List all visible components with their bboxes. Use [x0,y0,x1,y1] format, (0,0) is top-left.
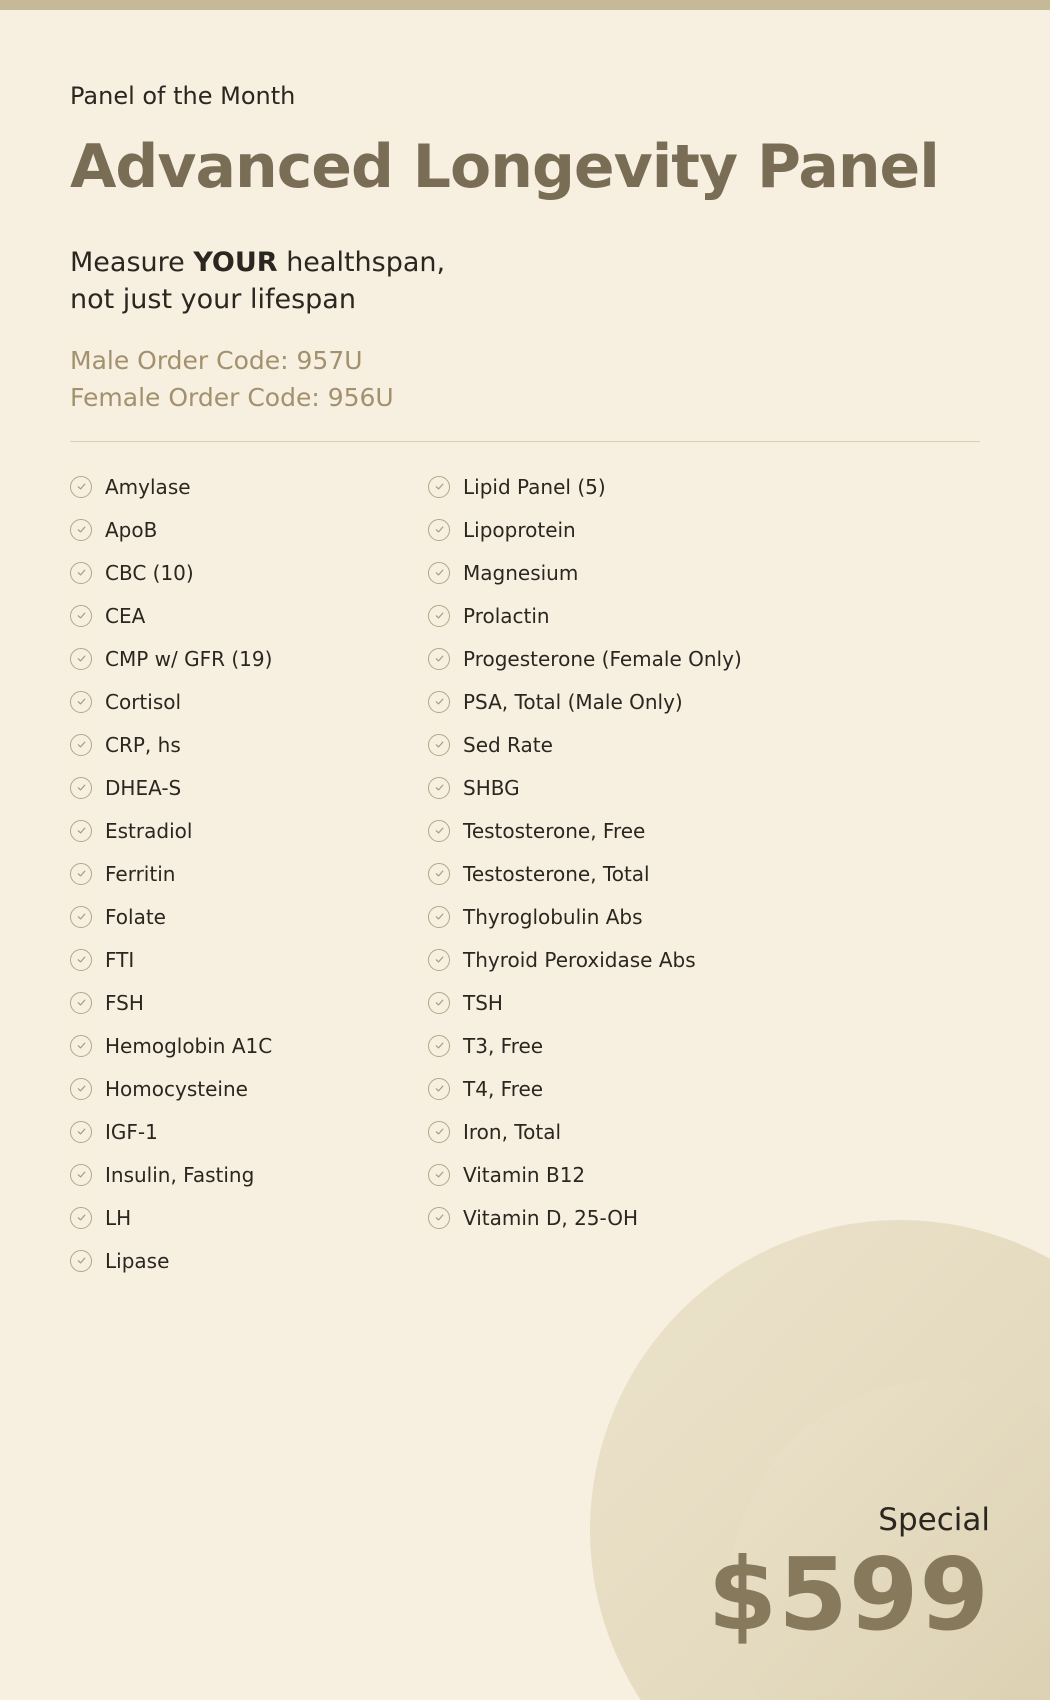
test-item [428,508,788,551]
test-item [428,637,788,680]
test-item-label: Testosterone, Free [463,818,646,843]
test-item [70,1067,430,1110]
check-circle-icon [70,1035,92,1057]
check-circle-icon [70,519,92,541]
check-circle-icon [70,1250,92,1272]
female-order-code: Female Order Code: 956U [70,383,394,412]
tagline-line-2: not just your lifespan [70,284,356,315]
test-item [70,594,430,637]
test-item [70,1196,430,1239]
test-item [428,594,788,637]
test-item [428,981,788,1024]
male-order-code: Male Order Code: 957U [70,346,363,375]
check-circle-icon [428,1078,450,1100]
price-block [707,1500,990,1653]
test-item [70,766,430,809]
panel-eyebrow: Panel of the Month [70,82,296,110]
check-circle-icon [428,1035,450,1057]
check-circle-icon [70,1121,92,1143]
test-item [70,1110,430,1153]
check-circle-icon [428,777,450,799]
section-divider [70,441,980,442]
check-circle-icon [428,1207,450,1229]
test-item [428,938,788,981]
test-item-label: Lipid Panel (5) [463,474,606,499]
test-item-label: ApoB [105,517,158,542]
check-circle-icon [428,992,450,1014]
tagline-suffix: healthspan, [277,247,446,278]
test-item-label: T3, Free [463,1033,544,1058]
test-item [70,680,430,723]
test-item [428,1024,788,1067]
test-item [428,809,788,852]
check-circle-icon [428,691,450,713]
test-item [70,508,430,551]
test-item-label: Magnesium [463,560,579,585]
check-circle-icon [70,1164,92,1186]
test-item [70,852,430,895]
check-circle-icon [70,648,92,670]
test-item-label: CBC (10) [105,560,194,585]
check-circle-icon [70,605,92,627]
special-label: Special [878,1502,990,1538]
price-value: $599 [707,1536,990,1653]
check-circle-icon [428,1164,450,1186]
test-item-label: CRP, hs [105,732,181,757]
check-circle-icon [70,777,92,799]
check-circle-icon [428,734,450,756]
test-item [428,895,788,938]
tagline [70,244,445,318]
test-list-right-column [428,465,788,1239]
test-item [428,551,788,594]
test-item-label: Amylase [105,474,191,499]
test-item [428,723,788,766]
check-circle-icon [70,906,92,928]
test-item [70,1024,430,1067]
test-item-label: LH [105,1205,132,1230]
test-item [70,981,430,1024]
test-item-label: T4, Free [463,1076,544,1101]
test-item-label: Thyroglobulin Abs [463,904,643,929]
test-item-label: Prolactin [463,603,550,628]
test-item [428,465,788,508]
test-item-label: Vitamin B12 [463,1162,586,1187]
test-item-label: Iron, Total [463,1119,562,1144]
test-item-label: Cortisol [105,689,182,714]
test-item-label: FTI [105,947,135,972]
test-item-label: Folate [105,904,166,929]
check-circle-icon [70,863,92,885]
check-circle-icon [70,1078,92,1100]
test-item [428,1067,788,1110]
test-item [70,723,430,766]
check-circle-icon [428,605,450,627]
check-circle-icon [70,691,92,713]
order-codes [70,342,394,416]
tagline-prefix: Measure [70,247,194,278]
panel-title: Advanced Longevity Panel [70,132,939,202]
check-circle-icon [70,949,92,971]
test-item-label: Sed Rate [463,732,553,757]
check-circle-icon [70,1207,92,1229]
check-circle-icon [428,820,450,842]
test-item-label: FSH [105,990,144,1015]
check-circle-icon [428,476,450,498]
check-circle-icon [428,949,450,971]
check-circle-icon [428,562,450,584]
test-list-left-column [70,465,430,1282]
test-item [70,551,430,594]
test-item-label: Lipase [105,1248,170,1273]
test-item [428,766,788,809]
test-item-label: Estradiol [105,818,193,843]
test-item-label: Lipoprotein [463,517,576,542]
test-item [70,1153,430,1196]
test-item-label: Testosterone, Total [463,861,650,886]
test-item [428,1110,788,1153]
check-circle-icon [70,562,92,584]
check-circle-icon [428,648,450,670]
test-item-label: Ferritin [105,861,176,886]
test-item-label: Vitamin D, 25-OH [463,1205,639,1230]
test-item-label: CMP w/ GFR (19) [105,646,273,671]
test-item-label: Insulin, Fasting [105,1162,255,1187]
test-item [428,680,788,723]
check-circle-icon [70,476,92,498]
test-item [70,938,430,981]
test-item-label: Thyroid Peroxidase Abs [463,947,696,972]
test-item-label: CEA [105,603,146,628]
tagline-emphasis: YOUR [193,247,278,278]
check-circle-icon [428,519,450,541]
test-item [70,895,430,938]
test-item-label: Progesterone (Female Only) [463,646,742,671]
test-item [428,1153,788,1196]
check-circle-icon [428,906,450,928]
test-item-label: Homocysteine [105,1076,248,1101]
test-item-label: SHBG [463,775,520,800]
test-item [428,1196,788,1239]
test-item-label: TSH [463,990,503,1015]
check-circle-icon [428,1121,450,1143]
test-item-label: PSA, Total (Male Only) [463,689,683,714]
test-item [70,465,430,508]
check-circle-icon [428,863,450,885]
check-circle-icon [70,734,92,756]
test-item [70,637,430,680]
tagline-line-1 [70,244,445,281]
test-item-label: IGF-1 [105,1119,158,1144]
test-item [70,809,430,852]
check-circle-icon [70,992,92,1014]
test-item [70,1239,430,1282]
check-circle-icon [70,820,92,842]
test-item-label: DHEA-S [105,775,182,800]
test-item [428,852,788,895]
top-accent-bar [0,0,1050,10]
test-item-label: Hemoglobin A1C [105,1033,273,1058]
